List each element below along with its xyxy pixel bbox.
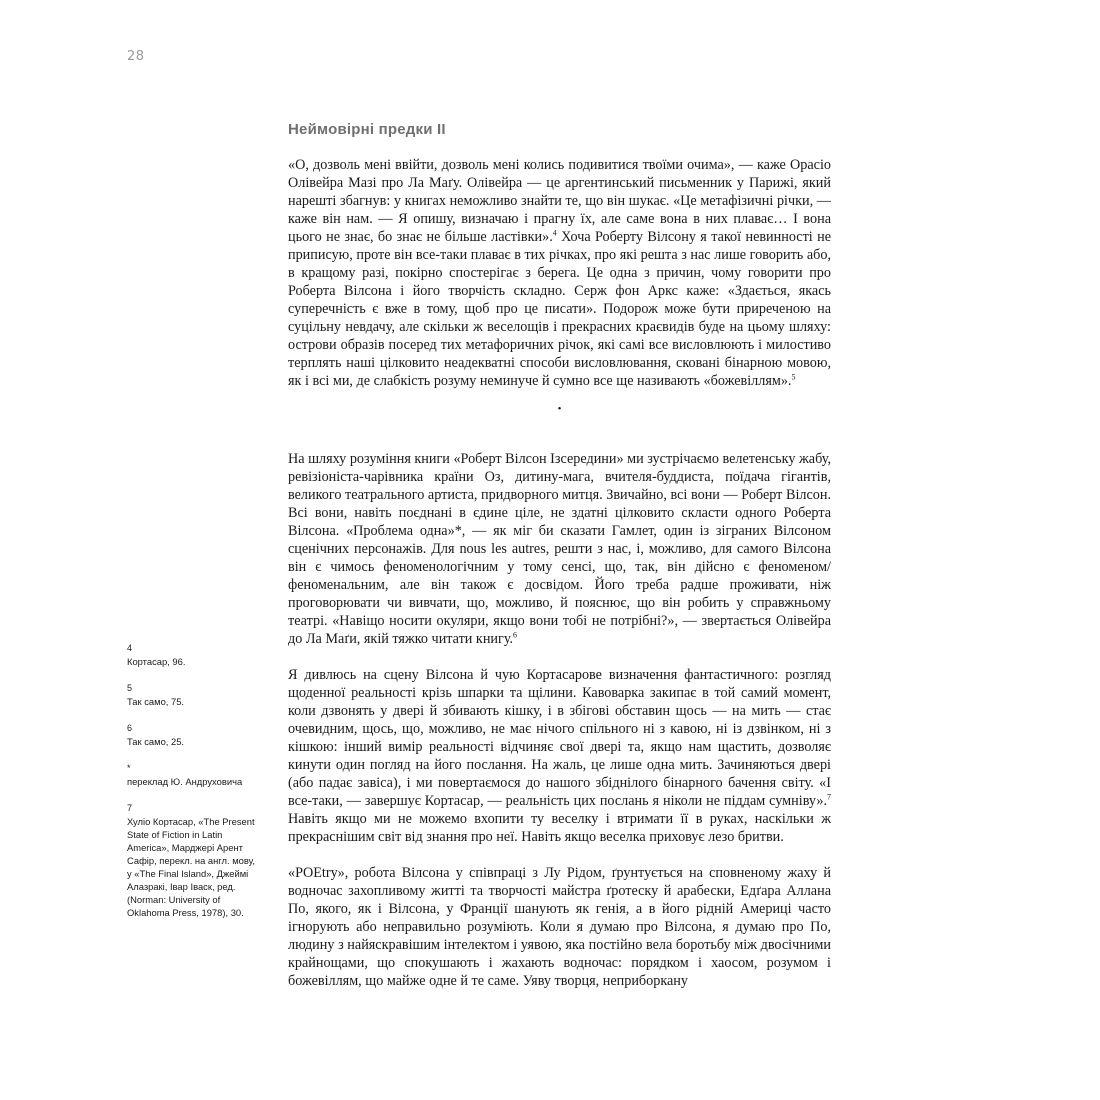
page-number: 28 (127, 49, 145, 64)
paragraph-4: «POEtry», робота Вілсона у співпраці з Лу Рідом, ґрунтується на сповненому жаху й водночас захопливому житті та творчості майстра ґротеску й арабески, Едґара Аллана По, якого, як і Вілсона, у Франції шанують як генія, а в його рідній Америці часто ігнорують або неправильно розуміють. Коли я думаю про Вілсона, я думаю про По, людину з найяскравішим інтелектом і уявою, яка постійно вела боротьбу між двосічними крайнощами, що спокушають і жахають водночас: порядком і хаосом, розумом і божевіллям, що майже одне й те саме. Уяву творця, неприборкану (288, 865, 831, 989)
paragraph-3 (288, 666, 831, 846)
footnote (127, 762, 255, 788)
footnotes-column (127, 642, 255, 933)
paragraph-1-text-b: Хоча Роберту Вілсону я такої невинності не приписую, проте він все-таки плаває в тих річках, про які решта з нас лише говорить або, в кращому разі, покірно спостерігає з берега. Це одна з причин, чому говорити про Роберта Вілсона і його творчість складно. Серж фон Аркс каже: «Здається, якась суперечність є вже в тому, щоб про це писати». Подорож може бути приреченою на суцільну невдачу, але скільки ж веселощів і прекрасних краєвидів буде на цьому шляху: острови образів посеред тих метафоричних річок, які самі все висловлюють і милостиво терплять наші цілковито неадекватні способи висловлювання, сковані бінарною мовою, як і всі ми, де слабкість розуму неминуче й сумно все ще називають «божевіллям». (288, 229, 831, 389)
paragraph-2 (288, 450, 831, 648)
section-separator-bullet: • (557, 403, 562, 415)
footnote-text: Так само, 75. (127, 696, 185, 707)
footnote-ref-6: 6 (513, 630, 518, 640)
section-title: Неймовірні предки ІІ (288, 121, 446, 138)
footnote-ref-7: 7 (827, 792, 831, 802)
footnote (127, 682, 255, 708)
paragraph-3-text-b: Навіть якщо ми не можемо вхопити ту веселку і втримати її в руках, наскільки ж прекраснішим світ від знання про неї. Навіть якщо веселка приховує лезо бритви. (288, 811, 831, 845)
paragraph-1 (288, 156, 831, 390)
footnote (127, 642, 255, 668)
footnote (127, 802, 255, 919)
footnote-text: Кортасар, 96. (127, 656, 186, 667)
footnote-mark: 5 (127, 683, 133, 693)
footnote-mark: * (127, 763, 131, 773)
paragraph-3-text-a: Я дивлюсь на сцену Вілсона й чую Кортасарове визначення фантастичного: розгляд щоденної реальності крізь шпарки та щілини. Кавоварка закипає в той самий момент, коли дзвонять у двері й збивають кішку, і в збігові обставин щось — на мить — стає очевидним, щось, що, можливо, не має нічого спільного ні з кавою, ні із дзвінком, ні з кішкою: інший вимір реальності відчиняє свої двері та, якщо нам щастить, дозволяє кинути один погляд на його послання. На жаль, це лише одна мить. Зачиняються двері (або падає завіса), і ми повертаємося до нашого збіднілого бінарного бачення світу. «І все-таки, — завершує Кортасар, — реальність цих послань я ніколи не піддам сумніву». (288, 667, 831, 809)
footnote (127, 722, 255, 748)
footnote-text: переклад Ю. Андруховича (127, 776, 243, 787)
footnote-mark: 6 (127, 723, 133, 733)
footnote-text: Так само, 25. (127, 736, 185, 747)
footnote-ref-4: 4 (552, 228, 557, 238)
paragraph-2-text: На шляху розуміння книги «Роберт Вілсон Ізсередини» ми зустрічаємо велетенську жабу, ревізіоніста-чарівника країни Оз, дитину-мага, вчителя-буддиста, поїдача гігантів, великого театрального артиста, придворного митця. Звичайно, всі вони — Роберт Вілсон. Всі вони, навіть поєднані в єдине ціле, не здатні цілковито скласти одного Роберта Вілсона. «Проблема одна»*, — як міг би сказати Гамлет, один із зіграних Вілсоном сценічних персонажів. Для nous les autres, решти з нас, і, можливо, для самого Вілсона він є чимось феноменологічним у тому сенсі, що, так, він дійсно є феноменом/феноменальним, але він також є досвідом. Його треба радше проживати, ніж проговорювати чи вивчати, що, можливо, й пояснює, що він робить у справжньому театрі. «Навіщо носити окуляри, якщо вони тобі не потрібні?», — звертається Олівейра до Ла Маґи, якій тяжко читати книгу. (288, 451, 831, 647)
paragraph-1-text-a: «О, дозволь мені ввійти, дозволь мені колись подивитися твоїми очима», — каже Орасіо Олівейра Мазі про Ла Маґу. Олівейра — це аргентинський письменник у Парижі, який нарешті збагнув: у книгах неможливо знайти те, що він шукає. «Це метафізичні річки, — каже він нам. — Я опишу, визначаю і прагну їх, але саме вона в них плаває… І вона цього не знає, бо знає не більше ластівки». (288, 157, 831, 245)
footnote-mark: 4 (127, 643, 133, 653)
footnote-mark: 7 (127, 803, 133, 813)
footnote-text: Хуліо Кортасар, «The Present State of Fiction in Latin America», Марджері Арент Сафір, перекл. на англ. мову, у «The Final Island», Джеймі Алазракі, Івар Іваск, ред. (Norman: University of Oklahoma Press, 1978), 30. (127, 816, 255, 918)
footnote-ref-5: 5 (791, 372, 796, 382)
main-text-column (288, 156, 831, 990)
